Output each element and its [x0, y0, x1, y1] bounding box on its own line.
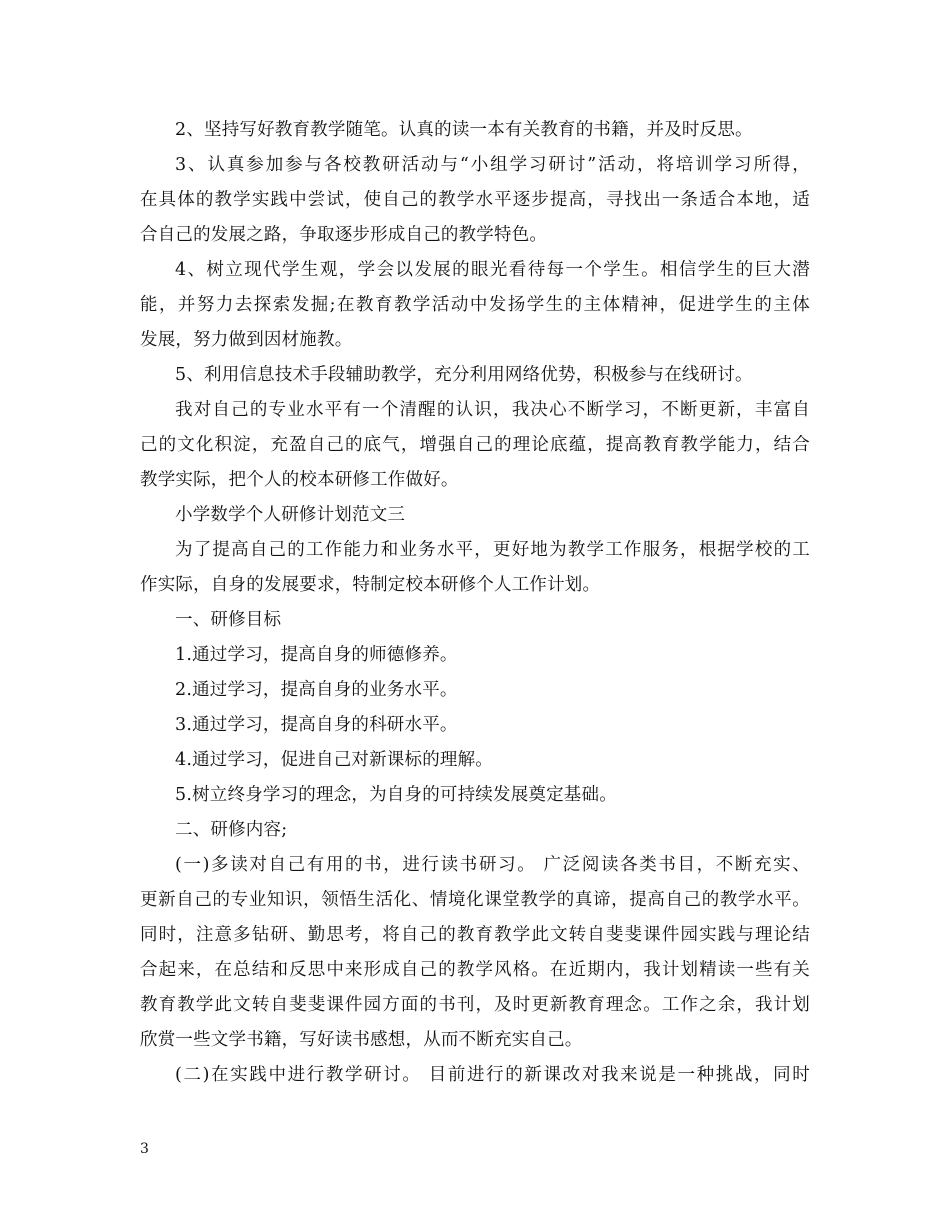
paragraph-line: 欣赏一些文学书籍，写好读书感想，从而不断充实自己。 — [140, 1030, 583, 1050]
page-number: 3 — [140, 1141, 149, 1157]
section-heading: 小学数学个人研修计划范文三 — [175, 505, 406, 525]
paragraph-line: 5、利用信息技术手段辅助教学，充分利用网络优势，积极参与在线研讨。 — [175, 365, 753, 385]
paragraph-line: 教育教学此文转自斐斐课件园方面的书刊，及时更新教育理念。工作之余，我计划 — [140, 995, 810, 1015]
list-item: 3.通过学习，提高自身的科研水平。 — [175, 715, 458, 735]
subsection-heading: 一、研修目标 — [175, 610, 282, 630]
subsection-heading: 二、研修内容; — [175, 820, 288, 840]
paragraph-line: (一)多读对自己有用的书，进行读书研习。 广泛阅读各类书目，不断充实、 — [175, 855, 810, 875]
paragraph-line: 发展，努力做到因材施教。 — [140, 330, 353, 350]
paragraph-line: 己的文化积淀，充盈自己的底气，增强自己的理论底蕴，提高教育教学能力，结合 — [140, 435, 810, 455]
list-item: 5.树立终身学习的理念，为自身的可持续发展奠定基础。 — [175, 785, 617, 805]
paragraph-line: 合自己的发展之路，争取逐步形成自己的教学特色。 — [140, 225, 548, 245]
paragraph-line: 同时，注意多钻研、勤思考，将自己的教育教学此文转自斐斐课件园实践与理论结 — [140, 925, 810, 945]
paragraph-line: 4、树立现代学生观，学会以发展的眼光看待每一个学生。相信学生的巨大潜 — [175, 260, 810, 280]
paragraph-line: 3、认真参加参与各校教研活动与“小组学习研讨”活动，将培训学习所得， — [175, 155, 810, 175]
paragraph-line: 合起来，在总结和反思中来形成自己的教学风格。在近期内，我计划精读一些有关 — [140, 960, 810, 980]
paragraph-line: 教学实际，把个人的校本研修工作做好。 — [140, 470, 459, 490]
list-item: 2.通过学习，提高自身的业务水平。 — [175, 680, 458, 700]
paragraph-line: 更新自己的专业知识，领悟生活化、情境化课堂教学的真谛，提高自己的教学水平。 — [140, 890, 810, 910]
paragraph-line: 能，并努力去探索发掘;在教育教学活动中发扬学生的主体精神，促进学生的主体 — [140, 295, 810, 315]
list-item: 1.通过学习，提高自身的师德修养。 — [175, 645, 458, 665]
paragraph-line: 在具体的教学实践中尝试，使自己的教学水平逐步提高，寻找出一条适合本地，适 — [140, 190, 810, 210]
paragraph-line: 作实际，自身的发展要求，特制定校本研修个人工作计划。 — [140, 575, 601, 595]
paragraph-line: 我对自己的专业水平有一个清醒的认识，我决心不断学习，不断更新，丰富自 — [175, 400, 810, 420]
paragraph-line: 为了提高自己的工作能力和业务水平，更好地为教学工作服务，根据学校的工 — [175, 540, 810, 560]
paragraph-line: (二)在实践中进行教学研讨。 目前进行的新课改对我来说是一种挑战，同时 — [175, 1065, 810, 1085]
paragraph-line: 2、坚持写好教育教学随笔。认真的读一本有关教育的书籍，并及时反思。 — [175, 120, 753, 140]
list-item: 4.通过学习，促进自己对新课标的理解。 — [175, 750, 493, 770]
